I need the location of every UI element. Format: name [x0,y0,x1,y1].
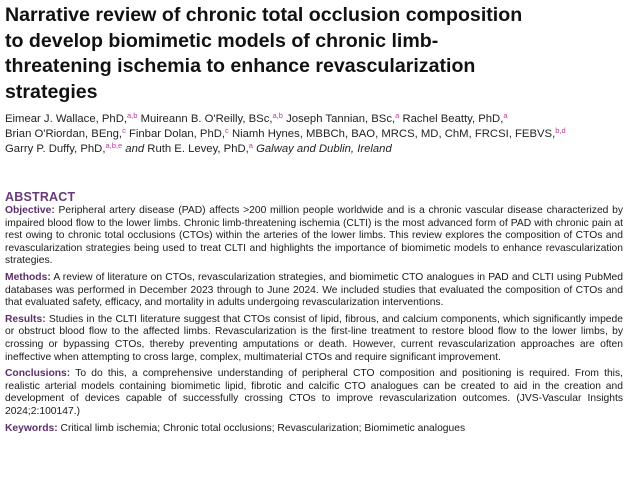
author-name: Joseph Tannian, BSc, [286,113,396,125]
abstract-keywords [5,423,623,436]
keywords-text: Critical limb ischemia; Chronic total occlusions; Revascularization; Biomimetic analogues [60,422,466,434]
abstract-conclusions [5,368,623,418]
title-line: threatening ischemia to enhance revascularization [5,55,476,77]
author-conjunction: and [125,143,145,156]
methods-label: Methods: [5,271,51,283]
author-name: Eimear J. Wallace, PhD, [5,113,127,125]
affiliation-marker[interactable]: b,d [555,126,566,136]
affiliation-marker[interactable]: a [248,141,253,151]
article-title [5,3,605,105]
author-name: Finbar Dolan, PhD, [128,128,226,141]
author-name: Garry P. Duffy, PhD, [5,143,106,156]
author-location: Galway and Dublin, Ireland [256,143,392,156]
abstract-body [5,205,623,439]
results-text: Studies in the CLTI literature suggest that CTOs consist of lipid, fibrous, and calcium components, which significantly impede or obstruct blood flow to the affected limbs. Revascularization is the first-line treatment to restore blood flow to the lower limbs, by crossing or bypassing CTOs, thereby preventing amputations or death. However, current revascularization approaches are often ineffective when attempting to cross large, complex, multimaterial CTOs and require significant improvement. [5,313,623,363]
affiliation-marker[interactable]: a [503,111,508,120]
affiliation-marker[interactable]: a,b,e [105,141,123,151]
abstract-heading: ABSTRACT [5,190,76,204]
conclusions-label: Conclusions: [5,368,71,380]
author-name: Ruth E. Levey, PhD, [147,143,249,156]
author-name: Rachel Beatty, PhD, [402,113,504,125]
author-name: Muireann B. O'Reilly, BSc, [140,113,273,125]
keywords-label: Keywords: [5,422,58,434]
affiliation-marker[interactable]: a [395,111,400,120]
affiliation-marker[interactable]: c [122,126,126,136]
title-line: to develop biomimetic models of chronic limb- [5,29,439,52]
author-name: Brian O'Riordan, BEng, [5,128,123,141]
affiliation-marker[interactable]: a,b [127,111,138,120]
author-list [5,112,623,158]
author-line [5,127,623,142]
affiliation-marker[interactable]: c [225,126,229,136]
objective-text: Peripheral artery disease (PAD) affects >200 million people worldwide and is a chronic vascular disease characterized by impaired blood flow to the lower limbs. Chronic limb-threatening ischemia (CLTI) is the most advanced form of PAD with chronic pain at rest owing to chronic total occlusions (CTOs) within the arteries of the lower limbs. This review explores the composition of CTOs and revascularization strategies being used to treat CLTI and highlights the importance of biomimetic models to enhance revascularization strategies. [5,205,623,267]
title-line: Narrative review of chronic total occlusion composition [5,4,523,26]
abstract-methods [5,272,623,310]
author-name: Niamh Hynes, MBBCh, BAO, MRCS, MD, ChM, FRCSI, FEBVS, [231,128,556,141]
conclusions-text: To do this, a comprehensive understanding of peripheral CTO composition and positioning is required. From this, realistic arterial models containing biomimetic lipid, fibrotic and calcific CTO analogues can be created to aid in the creation and development of devices capable of successfully crossing CTOs to improve revascularization outcomes. (JVS-Vascular Insights 2024;2:100147.) [5,368,623,417]
results-label: Results: [5,313,46,325]
author-line [5,112,623,127]
abstract-results [5,314,623,364]
methods-text: A review of literature on CTOs, revascularization strategies, and biomimetic CTO analogues in PAD and CLTI using PubMed databases was performed in December 2023 through to June 2024. We included studies that evaluated the composition of CTOs and that evaluated safety, efficacy, and mortality in adults undergoing revascularization interventions. [5,271,623,309]
affiliation-marker[interactable]: a,b [272,111,283,120]
objective-label: Objective: [5,205,55,216]
abstract-objective [5,205,623,268]
author-line [5,142,623,157]
title-line: strategies [5,80,98,103]
